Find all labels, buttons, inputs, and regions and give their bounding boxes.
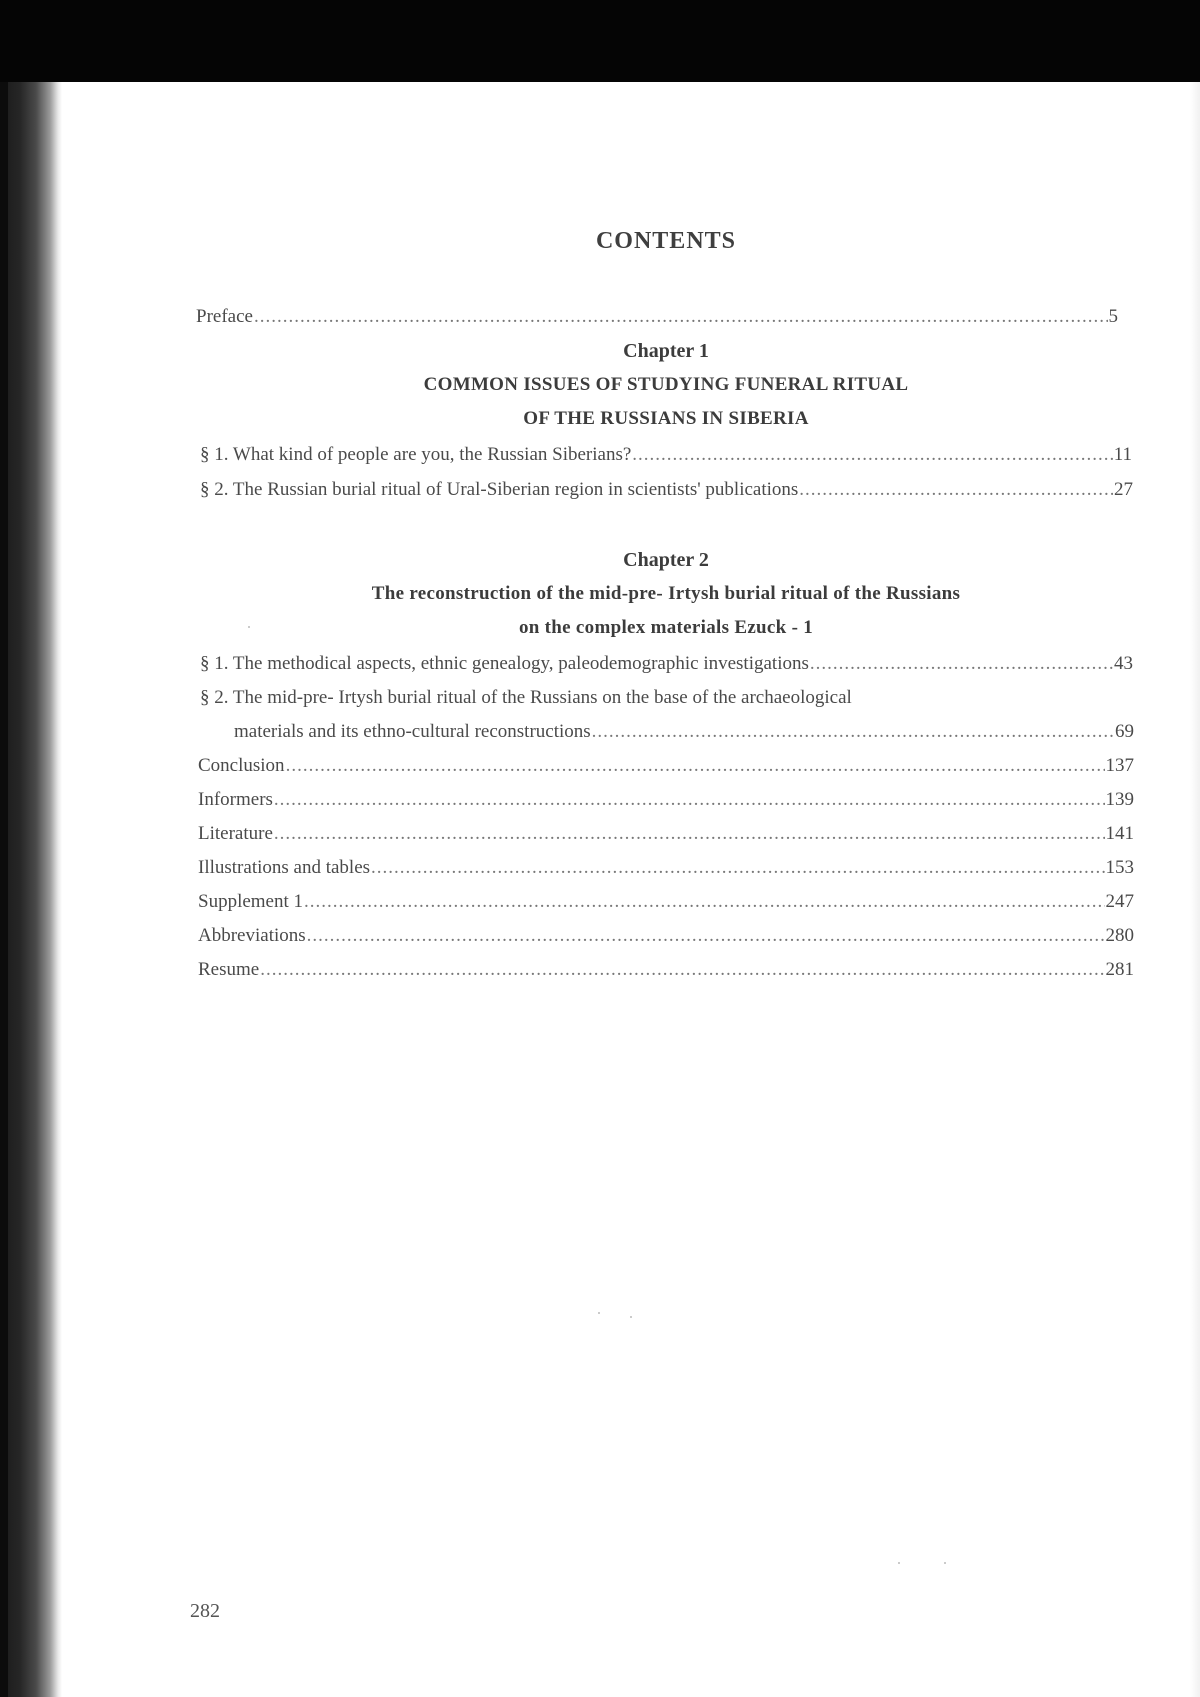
toc-leader-dots	[799, 479, 1113, 501]
toc-leader-dots	[307, 925, 1105, 947]
toc-entry-page: 141	[1105, 823, 1134, 844]
toc-entry-page: 5	[1108, 306, 1118, 327]
toc-leader-dots	[254, 306, 1108, 328]
toc-entry-label: § 1. What kind of people are you, the Russian Siberians?	[200, 444, 632, 465]
chapter-1-title-line-1: COMMON ISSUES OF STUDYING FUNERAL RITUAL	[423, 374, 909, 395]
toc-entry-label: § 1. The methodical aspects, ethnic genealogy, paleodemographic investigations	[200, 653, 809, 674]
scan-speck	[248, 626, 250, 628]
toc-entry-ch2-s1	[200, 653, 1133, 675]
toc-entry-page: 281	[1105, 959, 1134, 980]
toc-entry-page: 280	[1105, 925, 1134, 946]
chapter-1-heading: Chapter 1	[623, 340, 709, 362]
toc-entry-page: 153	[1105, 857, 1134, 878]
toc-leader-dots	[371, 857, 1104, 879]
toc-entry-label: § 2. The Russian burial ritual of Ural-Siberian region in scientists' publications	[200, 479, 799, 500]
toc-entry-page: 11	[1113, 444, 1132, 465]
toc-entry-page: 69	[1115, 721, 1134, 742]
toc-entry-abbreviations	[198, 925, 1134, 947]
toc-entry-ch1-s1	[200, 444, 1132, 466]
chapter-2-title-line-2: on the complex materials Ezuck - 1	[518, 617, 814, 638]
toc-entry-label: Abbreviations	[198, 925, 306, 946]
toc-entry-illustrations	[198, 857, 1134, 879]
chapter-2-heading: Chapter 2	[623, 549, 709, 571]
scan-speck	[598, 1312, 600, 1314]
chapter-1-title-line-2: OF THE RUSSIANS IN SIBERIA	[523, 408, 809, 429]
toc-entry-page: 137	[1105, 755, 1134, 776]
toc-entry-label: Illustrations and tables	[198, 857, 371, 878]
toc-entry-label: materials and its ethno-cultural reconstructions	[234, 721, 591, 742]
toc-entry-label: Resume	[198, 959, 260, 980]
chapter-2-title-line-1: The reconstruction of the mid-pre- Irtysh burial ritual of the Russians	[371, 583, 961, 604]
scan-speck	[944, 1562, 946, 1564]
toc-entry-page: 27	[1114, 479, 1133, 500]
toc-entry-page: 43	[1114, 653, 1133, 674]
scan-speck	[630, 1316, 632, 1318]
toc-entry-conclusion	[198, 755, 1134, 777]
page-title: CONTENTS	[595, 228, 737, 254]
toc-entry-ch1-s2	[200, 479, 1133, 501]
toc-entry-ch2-s2-line-1: § 2. The mid-pre- Irtysh burial ritual of the Russians on the base of the archaeological	[200, 687, 852, 708]
toc-leader-dots	[260, 959, 1104, 981]
toc-entry-preface	[196, 306, 1118, 328]
toc-leader-dots	[274, 823, 1105, 845]
toc-entry-resume	[198, 959, 1134, 981]
toc-entry-label: Preface	[196, 306, 253, 327]
toc-leader-dots	[304, 891, 1104, 913]
toc-entry-supplement	[198, 891, 1134, 913]
toc-leader-dots	[274, 789, 1105, 811]
toc-entry-label: Literature	[198, 823, 273, 844]
toc-leader-dots	[632, 444, 1112, 466]
toc-entry-ch2-s2	[234, 721, 1134, 743]
toc-entry-label: Supplement 1	[198, 891, 304, 912]
toc-entry-page: 247	[1105, 891, 1134, 912]
toc-leader-dots	[810, 653, 1113, 675]
toc-leader-dots	[592, 721, 1114, 743]
toc-entry-page: 139	[1105, 789, 1134, 810]
toc-entry-literature	[198, 823, 1134, 845]
toc-entry-informers	[198, 789, 1134, 811]
scan-speck	[898, 1562, 900, 1564]
toc-entry-label: Informers	[198, 789, 273, 810]
toc-leader-dots	[286, 755, 1105, 777]
toc-entry-label: Conclusion	[198, 755, 285, 776]
page-number: 282	[190, 1600, 220, 1622]
